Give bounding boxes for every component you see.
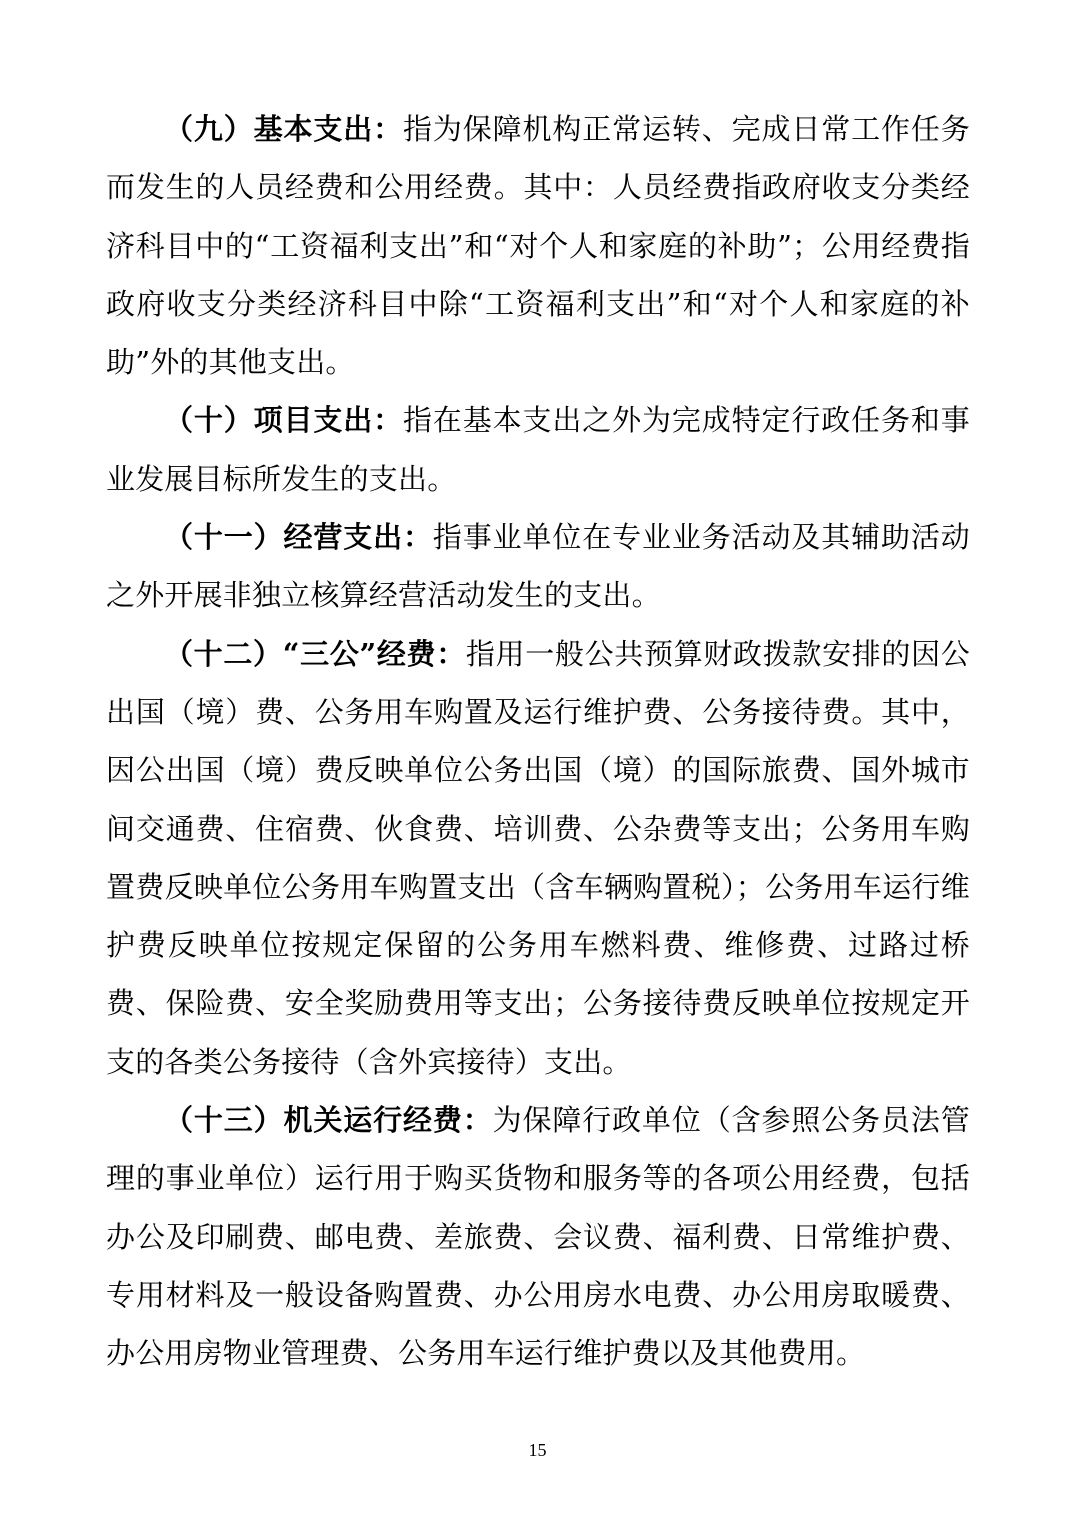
paragraph-text: 为保障行政单位（含参照公务员法管理的事业单位）运行用于购买货物和服务等的各项公用经费，包括办公及印刷费、邮电费、差旅费、会议费、福利费、日常维护费、专用材料及一般设备购置费、办公用房水电费、办公用房取暖费、办公用房物业管理费、公务用车运行维护费以及其他费用。 xyxy=(106,1103,971,1371)
paragraph-project-expenditure xyxy=(106,391,970,508)
paragraph-basic-expenditure xyxy=(106,100,970,391)
term-heading: （十）项目支出： xyxy=(164,403,404,438)
paragraph-text: 指用一般公共预算财政拨款安排的因公出国（境）费、公务用车购置及运行维护费、公务接待费。其中，因公出国（境）费反映单位公务出国（境）的国际旅费、国外城市间交通费、住宿费、伙食费、培训费、公杂费等支出；公务用车购置费反映单位公务用车购置支出（含车辆购置税）；公务用车运行维护费反映单位按规定保留的公务用车燃料费、维修费、过路过桥费、保险费、安全奖励费用等支出；公务接待费反映单位按规定开支的各类公务接待（含外宾接待）支出。 xyxy=(106,636,970,1079)
page-number: 15 xyxy=(528,1440,547,1460)
document-body xyxy=(106,100,970,1383)
paragraph-text: 指在基本支出之外为完成特定行政任务和事业发展目标所发生的支出。 xyxy=(106,403,970,496)
paragraph-agency-operating-expenses xyxy=(106,1091,970,1382)
paragraph-text: 指事业单位在专业业务活动及其辅助活动之外开展非独立核算经营活动发生的支出。 xyxy=(106,520,970,613)
paragraph-operating-expenditure xyxy=(106,508,970,625)
term-heading: （十三）机关运行经费： xyxy=(164,1103,493,1138)
term-heading: （九）基本支出： xyxy=(164,112,404,146)
paragraph-three-public-expenses xyxy=(106,625,970,1091)
term-heading: （十二）“三公”经费： xyxy=(164,636,466,671)
term-heading: （十一）经营支出： xyxy=(164,520,433,555)
paragraph-text: 指为保障机构正常运转、完成日常工作任务而发生的人员经费和公用经费。其中：人员经费指政府收支分类经济科目中的“工资福利支出”和“对个人和家庭的补助”；公用经费指政府收支分类经济科目中除“工资福利支出”和“对个人和家庭的补助”外的其他支出。 xyxy=(106,112,970,380)
